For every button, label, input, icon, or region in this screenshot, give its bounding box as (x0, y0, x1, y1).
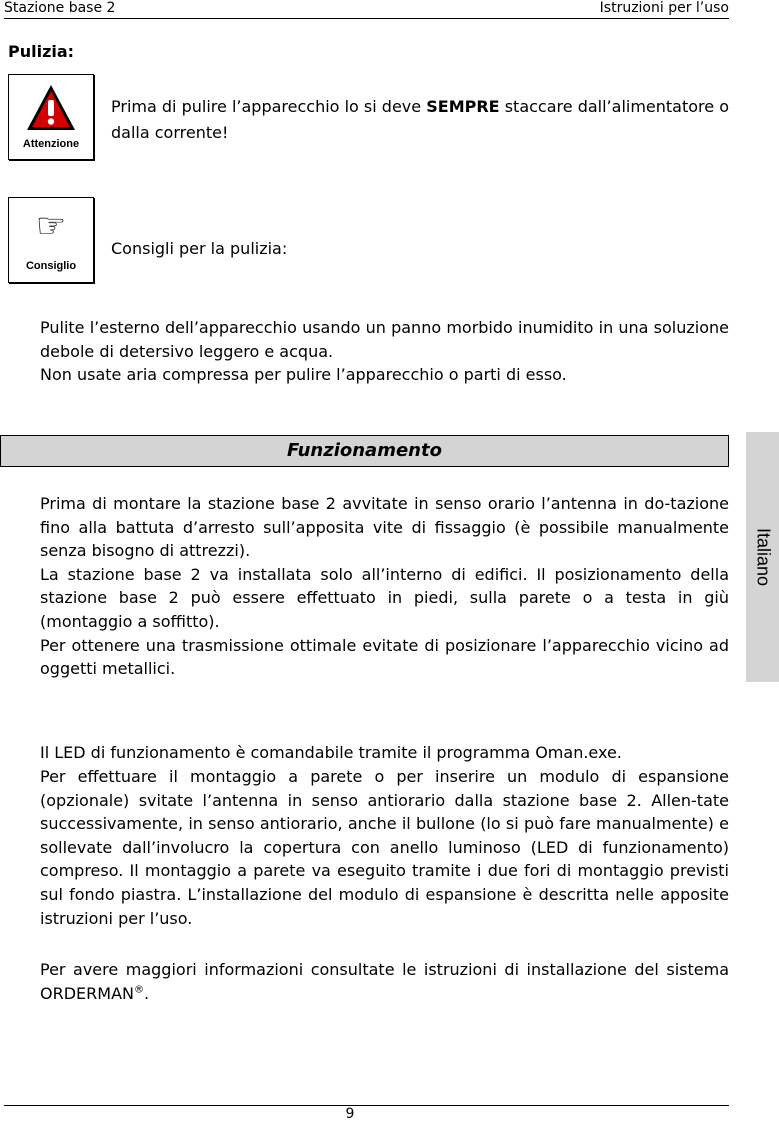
warning-text: Prima di pulire l’apparecchio lo si deve SEMPRE staccare dall’alimentatore o dalla corrente! (111, 97, 730, 142)
section-heading-pulizia: Pulizia: (8, 42, 75, 61)
operation-paragraph-4: Per avere maggiori informazioni consultate le istruzioni di installazione del sistema ORDERMAN®. (40, 960, 729, 1003)
paragraph-line: La stazione base 2 va installata solo all’interno di edifici. Il posizionamento della stazione base 2 può essere effettuato in piedi, sulla parete o a testa in giù (montaggio a soffitto). (40, 564, 729, 631)
warning-box (8, 74, 94, 160)
page-number: 9 (345, 1106, 355, 1122)
language-label: Italiano (753, 527, 773, 587)
header-title: Stazione base 2 (4, 0, 116, 16)
tip-box (8, 197, 94, 283)
warning-emphasis: SEMPRE (426, 97, 500, 116)
page-header (4, 0, 729, 19)
warning-icon (25, 83, 77, 133)
tip-caption: Consiglio (25, 260, 77, 272)
warning-caption: Attenzione (22, 138, 80, 150)
pointing-hand-icon: ☞ (35, 206, 67, 246)
section-title: Funzionamento (287, 440, 442, 461)
section-heading-funzionamento (0, 435, 729, 467)
language-side-tab (746, 432, 779, 682)
cleaning-line: Pulite l’esterno dell’apparecchio usando un panno morbido inumidito in una soluzione debole di detersivo leggero e acqua. (40, 318, 729, 361)
cleaning-paragraph (40, 316, 729, 387)
header-subtitle: Istruzioni per l’uso (599, 0, 729, 16)
operation-paragraph-2: Il LED di funzionamento è comandabile tramite il programma Oman.exe. (40, 743, 622, 762)
tip-text: Consigli per la pulizia: (111, 239, 288, 258)
registered-mark: ® (133, 984, 144, 996)
operation-paragraph-1 (40, 492, 729, 681)
cleaning-line: Non usate aria compressa per pulire l’apparecchio o parti di esso. (40, 365, 567, 385)
paragraph-line: Per ottenere una trasmissione ottimale evitate di posizionare l’apparecchio vicino ad oggetti metallici. (40, 635, 729, 679)
paragraph-line: Prima di montare la stazione base 2 avvitate in senso orario l’antenna in do-tazione fino alla battuta d’arresto sull’apposita vite di fissaggio (è possibile manualmente senza bisogno di attrezzi). (40, 494, 729, 561)
operation-paragraph-3: Per effettuare il montaggio a parete o per inserire un modulo di espansione (opzionale) svitate l’antenna in senso antiorario dalla stazione base 2. Allen-tate successivamente, in senso antiorario, anche il bullone (lo si può fare manualmente) e sollevate dall’involucro la copertura con anello luminoso (LED di funzionamento) compreso. Il montaggio a parete va eseguito tramite i due fori di montaggio previsti sul fondo piastra. L’installazione del modulo di espansione è descritta nelle apposite istruzioni per l’uso. (40, 767, 729, 928)
